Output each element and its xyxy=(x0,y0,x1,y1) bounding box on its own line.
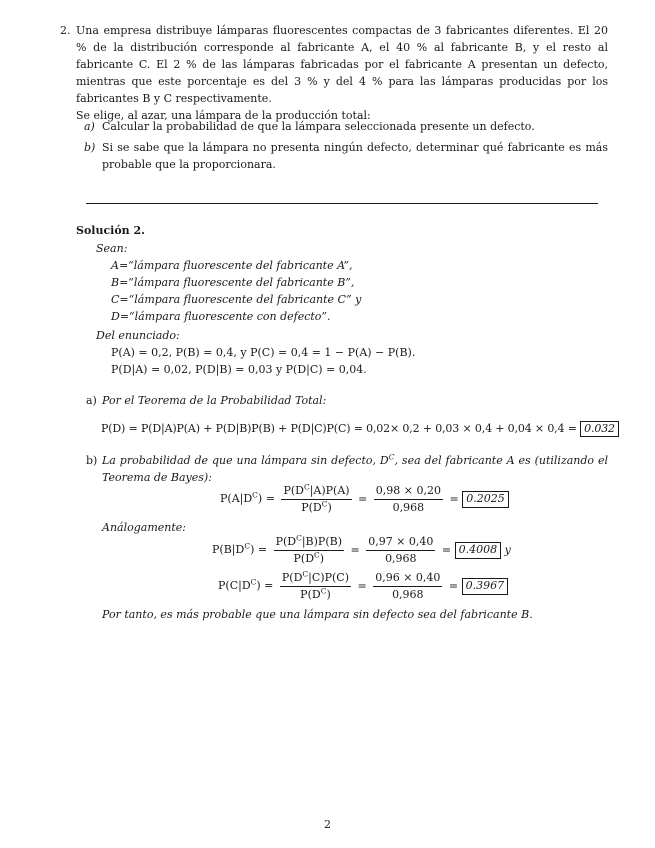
definition-c: C=“lámpara fluorescente del fabricante C” y xyxy=(111,293,362,307)
bayes-c-numeric-fraction: $\frac{0,96 \times 0,40}{0,968}$ xyxy=(375,571,441,601)
conclusion: Por tanto, es más probable que una lámpara sin defecto sea del fabricante B. xyxy=(102,608,533,621)
bayes-c-fraction: $\frac{P(D^C|C)P(C)}{P(D^C)}$ xyxy=(281,569,349,601)
solution-part-b xyxy=(86,452,608,486)
problem-number: 2. xyxy=(60,24,71,37)
solution-part-a-intro xyxy=(86,392,326,409)
bayes-equation-b: $P(B|D^C)$ = $\frac{P(D^C|B)P(B)}{P(D^C)}$ = $\frac{0,97 \times 0,40}{0,968}$ = 0.4008 y xyxy=(212,533,511,565)
result-box-pa-dc: 0.2025 xyxy=(462,491,509,507)
result-box-pb-dc: 0.4008 xyxy=(455,542,502,558)
part-a-text: Calcular la probabilidad de que la lámpara seleccionada presente un defecto. xyxy=(102,120,535,133)
bayes-c-lhs: $P(C|D^C)$ = xyxy=(218,577,274,593)
problem-text: Una empresa distribuye lámparas fluorescentes compactas de 3 fabricantes diferentes. El 20 % de la distribución corresponde al fabricante A, el 40 % al fabricante B, y el resto al fabricante C. El 2 % de las lámparas fabricadas por el fabricante A presentan un defecto, mientras que este porcentaje es del 3 % y del 4 % para las lámparas producidas por los fabricantes B y C respectivamente. xyxy=(76,24,608,106)
page-number: 2 xyxy=(324,818,331,831)
bayes-b-lhs: $P(B|D^C)$ = xyxy=(212,541,268,557)
separator-rule xyxy=(86,203,598,204)
total-probability-expression: P(D) = P(D|A)P(A) + P(D|B)P(B) + P(D|C)P(C) = 0,02× 0,2 + 0,03 × 0,4 + 0,04 × 0,4 = xyxy=(101,422,577,435)
definition-a: A=“lámpara fluorescente del fabricante A”, xyxy=(111,259,353,272)
bayes-a-fraction: $\frac{P(D^C|A)P(A)}{P(D^C)}$ xyxy=(283,482,350,514)
definition-d: D=“lámpara fluorescente con defecto”. xyxy=(111,310,331,324)
part-b-intro-sup: C xyxy=(388,452,395,462)
part-b-text: Si se sabe que la lámpara no presenta ningún defecto, determinar qué fabricante es más probable que la proporcionara. xyxy=(102,141,608,172)
bayes-b-fraction: $\frac{P(D^C|B)P(B)}{P(D^C)}$ xyxy=(275,533,342,565)
data-line-conditionals: P(D|A) = 0,02, P(D|B) = 0,03 y P(D|C) = 0,04. xyxy=(111,363,367,377)
analogamente-label: Análogamente: xyxy=(102,521,186,534)
del-enunciado-label: Del enunciado: xyxy=(96,329,180,342)
result-box-pc-dc: 0.3967 xyxy=(462,578,509,594)
bayes-b-numeric-fraction: $\frac{0,97 \times 0,40}{0,968}$ xyxy=(368,535,434,565)
total-probability-formula xyxy=(101,420,619,437)
bayes-a-lhs: $P(A|D^C)$ = xyxy=(220,490,275,506)
data-lines xyxy=(111,344,415,378)
solution-title: Solución 2. xyxy=(76,224,145,237)
solution-part-b-label: b) xyxy=(86,454,98,467)
part-b-label: b) xyxy=(84,141,96,154)
data-line-probabilities: P(A) = 0,2, P(B) = 0,4, y P(C) = 0,4 = 1 − P(A) − P(B). xyxy=(111,346,416,359)
part-a-label: a) xyxy=(84,120,95,133)
problem-choice: Se elige, al azar, una lámpara de la producción total: xyxy=(76,109,371,123)
solution-part-a-label: a) xyxy=(86,394,97,407)
definitions-list xyxy=(111,257,361,325)
solution-part-b-intro xyxy=(102,452,608,486)
part-b-intro-start: La probabilidad de que una lámpara sin defecto, D xyxy=(102,454,389,467)
sean-label: Sean: xyxy=(96,242,128,255)
result-box-pd: 0.032 xyxy=(580,421,619,437)
solution-part-a-intro-text: Por el Teorema de la Probabilidad Total: xyxy=(102,394,327,407)
part-b-question xyxy=(84,139,608,173)
bayes-b-tail: y xyxy=(504,543,511,557)
part-b-intro-rest: , sea del fabricante A es (utilizando el Teorema de Bayes): xyxy=(102,454,608,485)
part-a-question xyxy=(84,118,608,135)
bayes-equation-c: $P(C|D^C)$ = $\frac{P(D^C|C)P(C)}{P(D^C)}$ = $\frac{0,96 \times 0,40}{0,968}$ = 0.3967 xyxy=(218,571,508,602)
bayes-a-numeric-fraction: $\frac{0,98 \times 0,20}{0,968}$ xyxy=(375,484,441,514)
problem-statement xyxy=(76,22,608,124)
bayes-equation-a: $P(A|D^C)$ = $\frac{P(D^C|A)P(A)}{P(D^C)}$ = $\frac{0,98 \times 0,20}{0,968}$ = 0.2025 xyxy=(220,484,509,515)
definition-b: B=“lámpara fluorescente del fabricante B”, xyxy=(111,276,355,290)
